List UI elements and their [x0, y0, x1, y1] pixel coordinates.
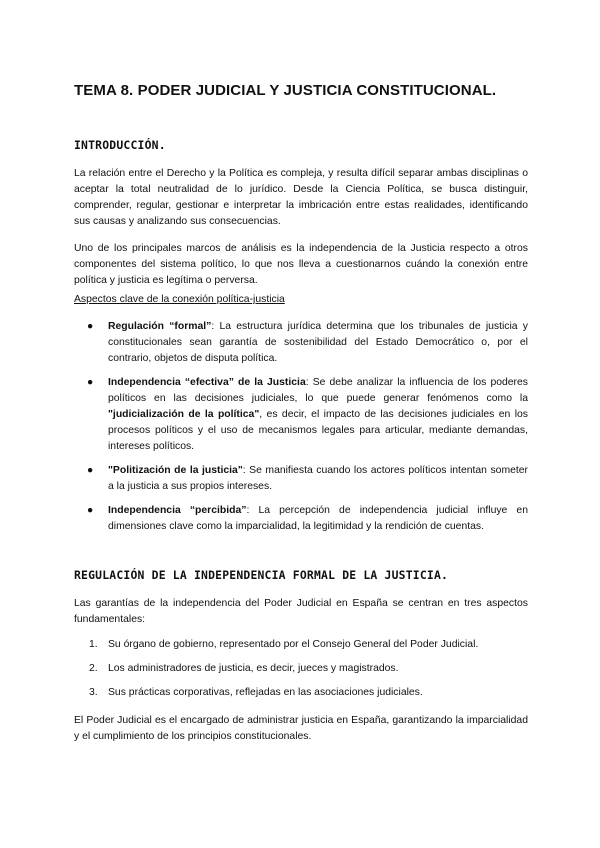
intro-paragraph-1: La relación entre el Derecho y la Política es compleja, y resulta difícil separar ambas disciplinas o aceptar la total neutralidad de lo jurídico. Desde la Ciencia Política, se busca distinguir, comprender, regular, gestionar e interpretar la imbricación entre estas realidades, identificando sus causas y analizando sus consecuencias. [74, 168, 528, 227]
intro-paragraph-2: Uno de los principales marcos de análisis es la independencia de la Justicia respecto a otros componentes del sistema político, lo que nos lleva a cuestionarnos cuándo la conexión entre política y justicia es legítima o perversa. [74, 243, 528, 286]
item-text: Sus prácticas corporativas, reflejadas en las asociaciones judiciales. [108, 687, 423, 698]
item-text: Su órgano de gobierno, representado por el Consejo General del Poder Judicial. [108, 639, 479, 650]
bullet-bold-term: Independencia “efectiva” de la Justicia [108, 377, 306, 388]
bullet-bold-term: Regulación “formal” [108, 321, 212, 332]
bullet-text: , es decir, el impacto de las decisiones judiciales en los procesos políticos y el uso de mecanismos legales para articular, mediante demandas, intereses políticos. [108, 409, 528, 452]
bullet-text: : Se manifiesta cuando los actores políticos intentan someter a la justicia a sus propios intereses. [108, 465, 529, 492]
bullet-text: : La percepción de independencia judicial influye en dimensiones clave como la imparcialidad, la legitimidad y la rendición de cuentas. [108, 505, 528, 532]
item-number: 2. [89, 663, 98, 674]
bullet-item-independencia-percibida [74, 503, 528, 535]
regulacion-paragraph-2: El Poder Judicial es el encargado de administrar justicia en España, garantizando la imparcialidad y el cumplimiento de los principios constitucionales. [74, 715, 528, 742]
bullet-icon: ● [87, 505, 94, 516]
item-number: 3. [89, 687, 98, 698]
bullet-item-politizacion [74, 463, 528, 495]
bullet-icon: ● [87, 377, 94, 388]
bullet-bold-term-inline: "judicialización de la política" [108, 409, 260, 420]
numbered-item [74, 637, 528, 653]
numbered-item [74, 685, 528, 701]
item-text: Los administradores de justicia, es decir, jueces y magistrados. [108, 663, 399, 674]
aspects-bullet-list [74, 319, 528, 535]
numbered-item [74, 661, 528, 677]
bullet-text: : La estructura jurídica determina que los tribunales de justicia y constitucionales sean garantía de sostenibilidad del Estado Democrático o, por el contrario, objetos de disputa política. [108, 321, 528, 364]
page-title: TEMA 8. PODER JUDICIAL Y JUSTICIA CONSTITUCIONAL. [74, 82, 497, 99]
bullet-bold-term: "Politización de la justicia" [108, 465, 243, 476]
garantias-numbered-list [74, 637, 528, 701]
subheading-aspectos-clave: Aspectos clave de la conexión política-justicia [74, 294, 285, 305]
bullet-text: : Se debe analizar la influencia de los poderes políticos en las decisiones judiciales, lo que puede generar fenómenos como la [108, 377, 528, 404]
bullet-icon: ● [87, 321, 94, 332]
bullet-item-independencia-efectiva [74, 375, 528, 455]
bullet-item-regulacion-formal [74, 319, 528, 367]
bullet-icon: ● [87, 465, 94, 476]
regulacion-paragraph-1: Las garantías de la independencia del Poder Judicial en España se centran en tres aspectos fundamentales: [74, 598, 528, 625]
section-heading-regulacion: REGULACIÓN DE LA INDEPENDENCIA FORMAL DE LA JUSTICIA. [74, 568, 449, 582]
item-number: 1. [89, 639, 98, 650]
section-heading-introduccion: INTRODUCCIÓN. [74, 138, 166, 152]
bullet-bold-term: Independencia “percibida” [108, 505, 247, 516]
